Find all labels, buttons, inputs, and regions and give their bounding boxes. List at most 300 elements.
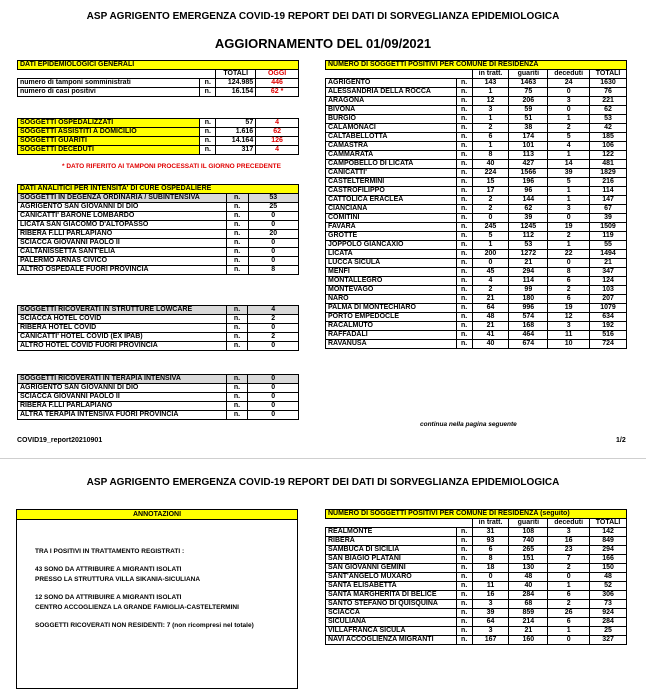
total: 42 xyxy=(590,124,627,133)
row-unit: n. xyxy=(456,223,472,232)
comune-name: CAMPOBELLO DI LICATA xyxy=(326,160,457,169)
deceased: 6 xyxy=(548,277,590,286)
total: 207 xyxy=(590,295,627,304)
in-treatment: 64 xyxy=(472,304,509,313)
hospital-label: SOGGETTI RICOVERATI IN TERAPIA INTENSIVA xyxy=(18,375,227,384)
in-treatment: 0 xyxy=(472,214,509,223)
hospital-label: SCIACCA HOTEL COVID xyxy=(18,315,227,324)
recovered: 101 xyxy=(509,142,548,151)
in-treatment: 45 xyxy=(472,268,509,277)
table-row xyxy=(326,286,627,295)
deceased: 24 xyxy=(548,79,590,88)
in-treatment: 3 xyxy=(472,600,509,609)
deceased: 0 xyxy=(548,636,590,645)
deceased: 7 xyxy=(548,555,590,564)
total: 221 xyxy=(590,97,627,106)
table-row xyxy=(326,232,627,241)
table-row xyxy=(326,250,627,259)
row-unit: n. xyxy=(456,241,472,250)
continua-note: continua nella pagina seguente xyxy=(420,421,517,428)
row-label: SOGGETTI OSPEDALIZZATI xyxy=(18,119,200,128)
recovered: 206 xyxy=(509,97,548,106)
table-row xyxy=(18,306,299,315)
deceased: 14 xyxy=(548,160,590,169)
row-unit: n. xyxy=(226,315,248,324)
total: 481 xyxy=(590,160,627,169)
intensity-table xyxy=(17,184,299,275)
comune-name: PALMA DI MONTECHIARO xyxy=(326,304,457,313)
hospital-value: 0 xyxy=(248,257,299,266)
in-treatment: 8 xyxy=(472,151,509,160)
hospital-label: CANICATTI' BARONE LOMBARDO xyxy=(18,212,227,221)
table-row xyxy=(326,88,627,97)
table-row xyxy=(326,223,627,232)
row-unit: n. xyxy=(226,384,248,393)
comune-name: SANT'ANGELO MUXARO xyxy=(326,573,457,582)
deceased: 6 xyxy=(548,591,590,600)
total: 21 xyxy=(590,259,627,268)
recovered: 214 xyxy=(509,618,548,627)
update-title: AGGIORNAMENTO DEL 01/09/2021 xyxy=(214,36,432,51)
deceased: 3 xyxy=(548,322,590,331)
in-treatment: 1 xyxy=(472,241,509,250)
table-row xyxy=(326,295,627,304)
row-unit: n. xyxy=(456,537,472,546)
recovered: 168 xyxy=(509,322,548,331)
comune-name: COMITINI xyxy=(326,214,457,223)
total: 1079 xyxy=(590,304,627,313)
hospital-value: 0 xyxy=(248,411,299,420)
row-unit: n. xyxy=(456,115,472,124)
in-treatment: 1 xyxy=(472,88,509,97)
hospital-label: SOGGETTI RICOVERATI IN STRUTTURE LOWCARE xyxy=(18,306,227,315)
recovered: 284 xyxy=(509,591,548,600)
hospital-value: 4 xyxy=(248,306,299,315)
table-row xyxy=(18,128,299,137)
total: 634 xyxy=(590,313,627,322)
recovered: 62 xyxy=(509,205,548,214)
lowcare-table xyxy=(17,305,299,351)
table-row xyxy=(18,212,299,221)
deceased: 3 xyxy=(548,205,590,214)
in-treatment: 21 xyxy=(472,295,509,304)
row-unit: n. xyxy=(226,375,248,384)
comune-name: SCIACCA xyxy=(326,609,457,618)
table-row xyxy=(326,591,627,600)
row-unit: n. xyxy=(456,636,472,645)
in-treatment: 2 xyxy=(472,196,509,205)
deceased: 0 xyxy=(548,573,590,582)
comuni-continued-title: NUMERO DI SOGGETTI POSITIVI PER COMUNE DI RESIDENZA (seguito) xyxy=(326,510,627,519)
recovered: 40 xyxy=(509,582,548,591)
table-row xyxy=(326,178,627,187)
total: 76 xyxy=(590,88,627,97)
row-unit: n. xyxy=(456,187,472,196)
row-unit: n. xyxy=(456,528,472,537)
recovered: 574 xyxy=(509,313,548,322)
comune-name: NARO xyxy=(326,295,457,304)
row-unit: n. xyxy=(456,169,472,178)
in-treatment: 39 xyxy=(472,609,509,618)
in-treatment: 6 xyxy=(472,546,509,555)
comuni-table-continued xyxy=(325,509,627,645)
table-row xyxy=(326,214,627,223)
total: 53 xyxy=(590,115,627,124)
hospital-label: PALERMO ARNAS CIVICO xyxy=(18,257,227,266)
row-unit: n. xyxy=(456,295,472,304)
annotation-line: CENTRO ACCOGLIENZA LA GRANDE FAMIGLIA-CASTELTERMINI xyxy=(35,604,239,611)
table-row xyxy=(326,115,627,124)
table-row xyxy=(18,146,299,155)
comune-name: VILLAFRANCA SICULA xyxy=(326,627,457,636)
in-treatment: 12 xyxy=(472,97,509,106)
row-unit: n. xyxy=(226,411,248,420)
deceased: 3 xyxy=(548,528,590,537)
table-row xyxy=(326,627,627,636)
in-treatment: 245 xyxy=(472,223,509,232)
deceased: 2 xyxy=(548,286,590,295)
row-unit: n. xyxy=(456,151,472,160)
table-row xyxy=(18,194,299,203)
footer-report-id: COVID19_report20210901 xyxy=(17,437,103,444)
row-unit: n. xyxy=(200,137,216,146)
recovered: 265 xyxy=(509,546,548,555)
hospital-label: ALTRO HOTEL COVID FUORI PROVINCIA xyxy=(18,342,227,351)
total: 55 xyxy=(590,241,627,250)
column-header: deceduti xyxy=(548,519,590,528)
total: 1829 xyxy=(590,169,627,178)
total: 327 xyxy=(590,636,627,645)
deceased: 6 xyxy=(548,295,590,304)
comuni-title: NUMERO DI SOGGETTI POSITIVI PER COMUNE DI RESIDENZA xyxy=(326,61,627,70)
in-treatment: 41 xyxy=(472,331,509,340)
table-row xyxy=(326,205,627,214)
hospital-value: 0 xyxy=(248,212,299,221)
table-row xyxy=(326,79,627,88)
comune-name: RACALMUTO xyxy=(326,322,457,331)
deceased: 0 xyxy=(548,106,590,115)
deceased: 12 xyxy=(548,313,590,322)
col-oggi: OGGI xyxy=(256,70,299,79)
comune-name: SAMBUCA DI SICILIA xyxy=(326,546,457,555)
hospital-value: 2 xyxy=(248,333,299,342)
total: 150 xyxy=(590,564,627,573)
table-row xyxy=(326,151,627,160)
row-total: 317 xyxy=(216,146,256,155)
row-unit: n. xyxy=(226,194,248,203)
hospital-label: LICATA SAN GIACOMO D'ALTOPASSO xyxy=(18,221,227,230)
in-treatment: 8 xyxy=(472,555,509,564)
comune-name: CALTABELLOTTA xyxy=(326,133,457,142)
annotations-title: ANNOTAZIONI xyxy=(17,510,297,520)
total: 142 xyxy=(590,528,627,537)
total: 39 xyxy=(590,214,627,223)
recovered: 51 xyxy=(509,115,548,124)
recovered: 740 xyxy=(509,537,548,546)
deceased: 2 xyxy=(548,600,590,609)
recovered: 130 xyxy=(509,564,548,573)
total: 724 xyxy=(590,340,627,349)
deceased: 4 xyxy=(548,142,590,151)
comune-name: CANICATTI' xyxy=(326,169,457,178)
in-treatment: 6 xyxy=(472,133,509,142)
comune-name: GROTTE xyxy=(326,232,457,241)
column-header: TOTALI xyxy=(590,519,627,528)
annotation-line: SOGGETTI RICOVERATI NON RESIDENTI: 7 (non ricompresi nel totale) xyxy=(35,622,254,629)
row-unit: n. xyxy=(226,239,248,248)
row-unit: n. xyxy=(456,609,472,618)
column-header: in tratt. xyxy=(472,519,509,528)
comune-name: SAN GIOVANNI GEMINI xyxy=(326,564,457,573)
deceased: 39 xyxy=(548,169,590,178)
recovered: 1566 xyxy=(509,169,548,178)
total: 185 xyxy=(590,133,627,142)
row-total: 1.616 xyxy=(216,128,256,137)
table-row xyxy=(326,187,627,196)
row-unit: n. xyxy=(200,79,216,88)
in-treatment: 93 xyxy=(472,537,509,546)
comune-name: LICATA xyxy=(326,250,457,259)
total: 52 xyxy=(590,582,627,591)
hospital-value: 0 xyxy=(248,384,299,393)
table-row xyxy=(18,315,299,324)
deceased: 23 xyxy=(548,546,590,555)
general-subjects-table xyxy=(17,118,299,155)
row-unit: n. xyxy=(456,582,472,591)
comune-name: SAN BIAGIO PLATANI xyxy=(326,555,457,564)
comuni-table xyxy=(325,60,627,349)
in-treatment: 3 xyxy=(472,106,509,115)
comune-name: CATTOLICA ERACLEA xyxy=(326,196,457,205)
comune-name: PORTO EMPEDOCLE xyxy=(326,313,457,322)
table-row xyxy=(326,537,627,546)
row-unit: n. xyxy=(456,322,472,331)
table-row xyxy=(18,393,299,402)
recovered: 96 xyxy=(509,187,548,196)
comune-name: CAMMARATA xyxy=(326,151,457,160)
total: 1630 xyxy=(590,79,627,88)
comune-name: CAMASTRA xyxy=(326,142,457,151)
comune-name: LUCCA SICULA xyxy=(326,259,457,268)
table-row xyxy=(18,257,299,266)
total: 106 xyxy=(590,142,627,151)
row-label: SOGGETTI DECEDUTI xyxy=(18,146,200,155)
table-row xyxy=(18,324,299,333)
row-unit: n. xyxy=(456,600,472,609)
comune-name: SANTA MARGHERITA DI BELICE xyxy=(326,591,457,600)
in-treatment: 167 xyxy=(472,636,509,645)
table-row xyxy=(18,88,299,97)
table-row xyxy=(18,203,299,212)
comune-name: BIVONA xyxy=(326,106,457,115)
table-row xyxy=(326,241,627,250)
total: 166 xyxy=(590,555,627,564)
report-header: ASP AGRIGENTO EMERGENZA COVID-19 REPORT DEI DATI DI SORVEGLIANZA EPIDEMIOLOGICA xyxy=(86,11,560,22)
total: 1494 xyxy=(590,250,627,259)
table-row xyxy=(18,221,299,230)
recovered: 53 xyxy=(509,241,548,250)
row-unit: n. xyxy=(456,618,472,627)
total: 124 xyxy=(590,277,627,286)
column-header: deceduti xyxy=(548,70,590,79)
row-unit: n. xyxy=(226,212,248,221)
in-treatment: 1 xyxy=(472,115,509,124)
table-row xyxy=(18,375,299,384)
table-row xyxy=(326,600,627,609)
table-row xyxy=(326,322,627,331)
table-row xyxy=(326,196,627,205)
table-row xyxy=(18,402,299,411)
deceased: 11 xyxy=(548,331,590,340)
report-header-page2: ASP AGRIGENTO EMERGENZA COVID-19 REPORT DEI DATI DI SORVEGLIANZA EPIDEMIOLOGICA xyxy=(86,477,560,488)
hospital-value: 0 xyxy=(248,221,299,230)
deceased: 1 xyxy=(548,151,590,160)
table-row xyxy=(18,137,299,146)
row-unit: n. xyxy=(456,268,472,277)
row-unit: n. xyxy=(456,250,472,259)
in-treatment: 40 xyxy=(472,340,509,349)
row-unit: n. xyxy=(456,277,472,286)
intensive-care-table xyxy=(17,374,299,420)
recovered: 464 xyxy=(509,331,548,340)
recovered: 21 xyxy=(509,627,548,636)
in-treatment: 64 xyxy=(472,618,509,627)
hospital-value: 0 xyxy=(248,324,299,333)
total: 147 xyxy=(590,196,627,205)
column-header: guariti xyxy=(509,519,548,528)
in-treatment: 16 xyxy=(472,591,509,600)
annotation-line: PRESSO LA STRUTTURA VILLA SIKANIA-SICULIANA xyxy=(35,576,201,583)
recovered: 1463 xyxy=(509,79,548,88)
total: 294 xyxy=(590,546,627,555)
row-unit: n. xyxy=(226,393,248,402)
hospital-label: RIBERA F.LLI PARLAPIANO xyxy=(18,230,227,239)
row-unit: n. xyxy=(456,106,472,115)
table-row xyxy=(326,555,627,564)
hospital-label: AGRIGENTO SAN GIOVANNI DI DIO xyxy=(18,384,227,393)
table-row xyxy=(326,304,627,313)
annotation-line: 43 SONO DA ATTRIBUIRE A MIGRANTI ISOLATI xyxy=(35,566,182,573)
table-row xyxy=(326,618,627,627)
row-unit: n. xyxy=(200,146,216,155)
deceased: 3 xyxy=(548,97,590,106)
table-row xyxy=(326,528,627,537)
in-treatment: 3 xyxy=(472,627,509,636)
table-row xyxy=(18,384,299,393)
table-row xyxy=(326,160,627,169)
row-unit: n. xyxy=(226,306,248,315)
recovered: 114 xyxy=(509,277,548,286)
comune-name: ALESSANDRIA DELLA ROCCA xyxy=(326,88,457,97)
row-unit: n. xyxy=(456,627,472,636)
comune-name: CASTROFILIPPO xyxy=(326,187,457,196)
hospital-value: 0 xyxy=(248,375,299,384)
recovered: 59 xyxy=(509,106,548,115)
hospital-value: 0 xyxy=(248,402,299,411)
table-row xyxy=(326,340,627,349)
table-row xyxy=(326,573,627,582)
deceased: 1 xyxy=(548,627,590,636)
table-row xyxy=(18,239,299,248)
table-row xyxy=(18,333,299,342)
row-label: SOGGETTI GUARITI xyxy=(18,137,200,146)
row-unit: n. xyxy=(226,203,248,212)
recovered: 674 xyxy=(509,340,548,349)
recovered: 21 xyxy=(509,259,548,268)
total: 1509 xyxy=(590,223,627,232)
deceased: 1 xyxy=(548,187,590,196)
table-row xyxy=(326,609,627,618)
row-unit: n. xyxy=(226,402,248,411)
deceased: 1 xyxy=(548,582,590,591)
row-unit: n. xyxy=(456,313,472,322)
deceased: 1 xyxy=(548,115,590,124)
row-unit: n. xyxy=(456,591,472,600)
comune-name: NAVI ACCOGLIENZA MIGRANTI xyxy=(326,636,457,645)
comune-name: AGRIGENTO xyxy=(326,79,457,88)
hospital-label: RIBERA F.LLI PARLAPIANO xyxy=(18,402,227,411)
recovered: 38 xyxy=(509,124,548,133)
general-data-title: DATI EPIDEMIOLOGICI GENERALI xyxy=(18,61,299,70)
hospital-label: CALTANISSETTA SANT'ELIA xyxy=(18,248,227,257)
recovered: 48 xyxy=(509,573,548,582)
comune-name: FAVARA xyxy=(326,223,457,232)
col-totali: TOTALI xyxy=(216,70,256,79)
hospital-value: 25 xyxy=(248,203,299,212)
recovered: 174 xyxy=(509,133,548,142)
recovered: 151 xyxy=(509,555,548,564)
row-unit: n. xyxy=(456,142,472,151)
row-unit: n. xyxy=(456,304,472,313)
row-total: 57 xyxy=(216,119,256,128)
row-unit: n. xyxy=(226,230,248,239)
row-unit: n. xyxy=(200,128,216,137)
total: 849 xyxy=(590,537,627,546)
table-row xyxy=(326,259,627,268)
row-total: 16.154 xyxy=(216,88,256,97)
in-treatment: 143 xyxy=(472,79,509,88)
comune-name: CASTELTERMINI xyxy=(326,178,457,187)
row-unit: n. xyxy=(456,331,472,340)
annotations-box xyxy=(16,509,298,689)
hospital-value: 20 xyxy=(248,230,299,239)
row-unit: n. xyxy=(200,119,216,128)
in-treatment: 31 xyxy=(472,528,509,537)
row-today: 4 xyxy=(256,146,299,155)
total: 924 xyxy=(590,609,627,618)
page-separator xyxy=(0,458,646,459)
deceased: 0 xyxy=(548,88,590,97)
comune-name: SANTA ELISABETTA xyxy=(326,582,457,591)
recovered: 427 xyxy=(509,160,548,169)
row-total: 124.985 xyxy=(216,79,256,88)
recovered: 996 xyxy=(509,304,548,313)
deceased: 1 xyxy=(548,196,590,205)
hospital-value: 0 xyxy=(248,342,299,351)
deceased: 6 xyxy=(548,618,590,627)
table-row xyxy=(326,169,627,178)
total: 516 xyxy=(590,331,627,340)
row-unit: n. xyxy=(226,333,248,342)
recovered: 144 xyxy=(509,196,548,205)
comune-name: REALMONTE xyxy=(326,528,457,537)
comune-name: CIANCIANA xyxy=(326,205,457,214)
row-today: 62 xyxy=(256,128,299,137)
recovered: 859 xyxy=(509,609,548,618)
recovered: 196 xyxy=(509,178,548,187)
deceased: 2 xyxy=(548,124,590,133)
recovered: 160 xyxy=(509,636,548,645)
